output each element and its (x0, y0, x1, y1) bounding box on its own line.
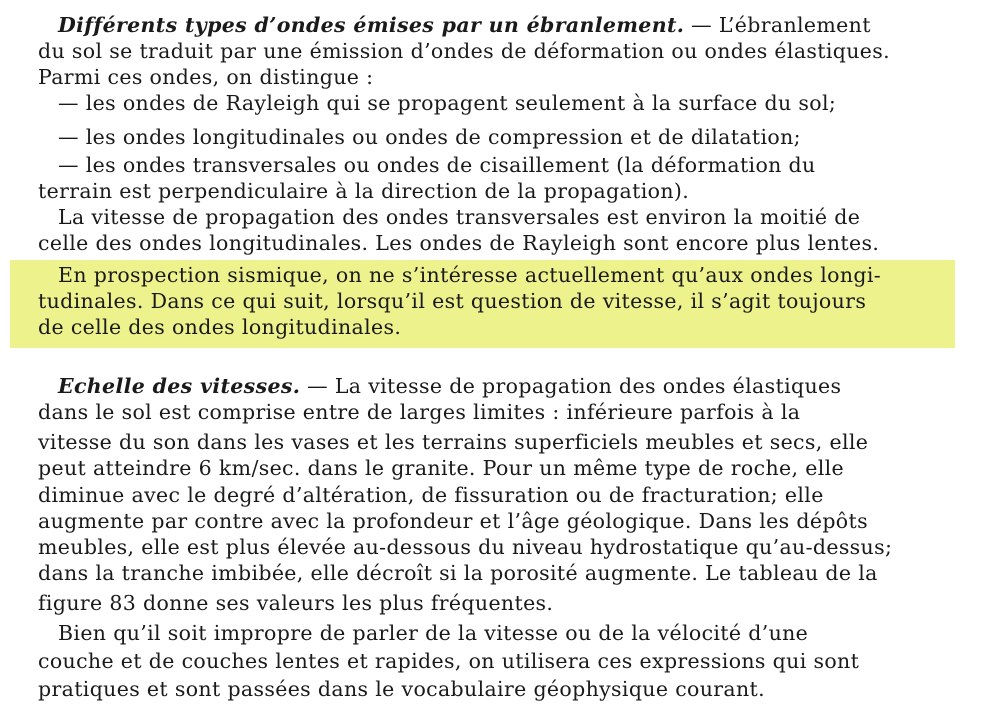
paragraph-3-line-1: En prospection sismique, on ne s’intéresse actuellement qu’aux ondes longi- (58, 263, 882, 287)
paragraph-2-line-2: celle des ondes longitudinales. Les ondes de Rayleigh sont encore plus lentes. (38, 231, 880, 255)
paragraph-2-line-1: La vitesse de propagation des ondes transversales est environ la moitié de (58, 205, 861, 229)
paragraph-3-line-2: tudinales. Dans ce qui suit, lorsqu’il est question de vitesse, il s’agit toujours (38, 289, 867, 313)
section-2-line-3: vitesse du son dans les vases et les terrains superficiels meubles et secs, elle (38, 430, 869, 454)
section-2-line-1-text: — La vitesse de propagation des ondes élastiques (300, 374, 842, 398)
section-2-line-7: meubles, elle est plus élevée au-dessous du niveau hydrostatique qu’au-dessus; (38, 535, 893, 559)
section-2-paragraph-2-line-2: couche et de couches lentes et rapides, on utilisera ces expressions qui sont (38, 649, 860, 673)
section-2-line-4: peut atteindre 6 km/sec. dans le granite. Pour un même type de roche, elle (38, 456, 844, 480)
paragraph-3-line-3: de celle des ondes longitudinales. (38, 315, 402, 339)
section-2-line-2: dans le sol est comprise entre de larges limites : inférieure parfois à la (38, 400, 801, 424)
section-1-line-1-text: — L’ébranlement (684, 13, 871, 37)
section-2-line-6: augmente par contre avec la profondeur et l’âge géologique. Dans les dépôts (38, 509, 868, 533)
section-2-line-8: dans la tranche imbibée, elle décroît si la porosité augmente. Le tableau de la (38, 561, 878, 585)
section-2-line-1 (58, 373, 841, 399)
section-2-line-5: diminue avec le degré d’altération, de fissuration ou de fracturation; elle (38, 483, 824, 507)
section-1-line-1 (58, 12, 958, 38)
bullet-transversal-cont: terrain est perpendiculaire à la direction de la propagation). (38, 179, 690, 203)
section-2-paragraph-2-line-3: pratiques et sont passées dans le vocabulaire géophysique courant. (38, 677, 766, 701)
section-2-heading: Echelle des vitesses. (58, 374, 301, 398)
section-1-line-3: Parmi ces ondes, on distingue : (38, 65, 374, 89)
bullet-longitudinal: — les ondes longitudinales ou ondes de compression et de dilatation; (58, 125, 801, 149)
section-1-line-2: du sol se traduit par une émission d’ondes de déformation ou ondes élastiques. (38, 39, 891, 63)
bullet-rayleigh: — les ondes de Rayleigh qui se propagent seulement à la surface du sol; (58, 91, 837, 115)
section-2-paragraph-2-line-1: Bien qu’il soit impropre de parler de la vitesse ou de la vélocité d’une (58, 621, 809, 645)
section-1-heading: Différents types d’ondes émises par un ébranlement. (58, 13, 685, 37)
bullet-transversal: — les ondes transversales ou ondes de cisaillement (la déformation du (58, 153, 816, 177)
section-2-line-9: figure 83 donne ses valeurs les plus fréquentes. (38, 591, 554, 615)
